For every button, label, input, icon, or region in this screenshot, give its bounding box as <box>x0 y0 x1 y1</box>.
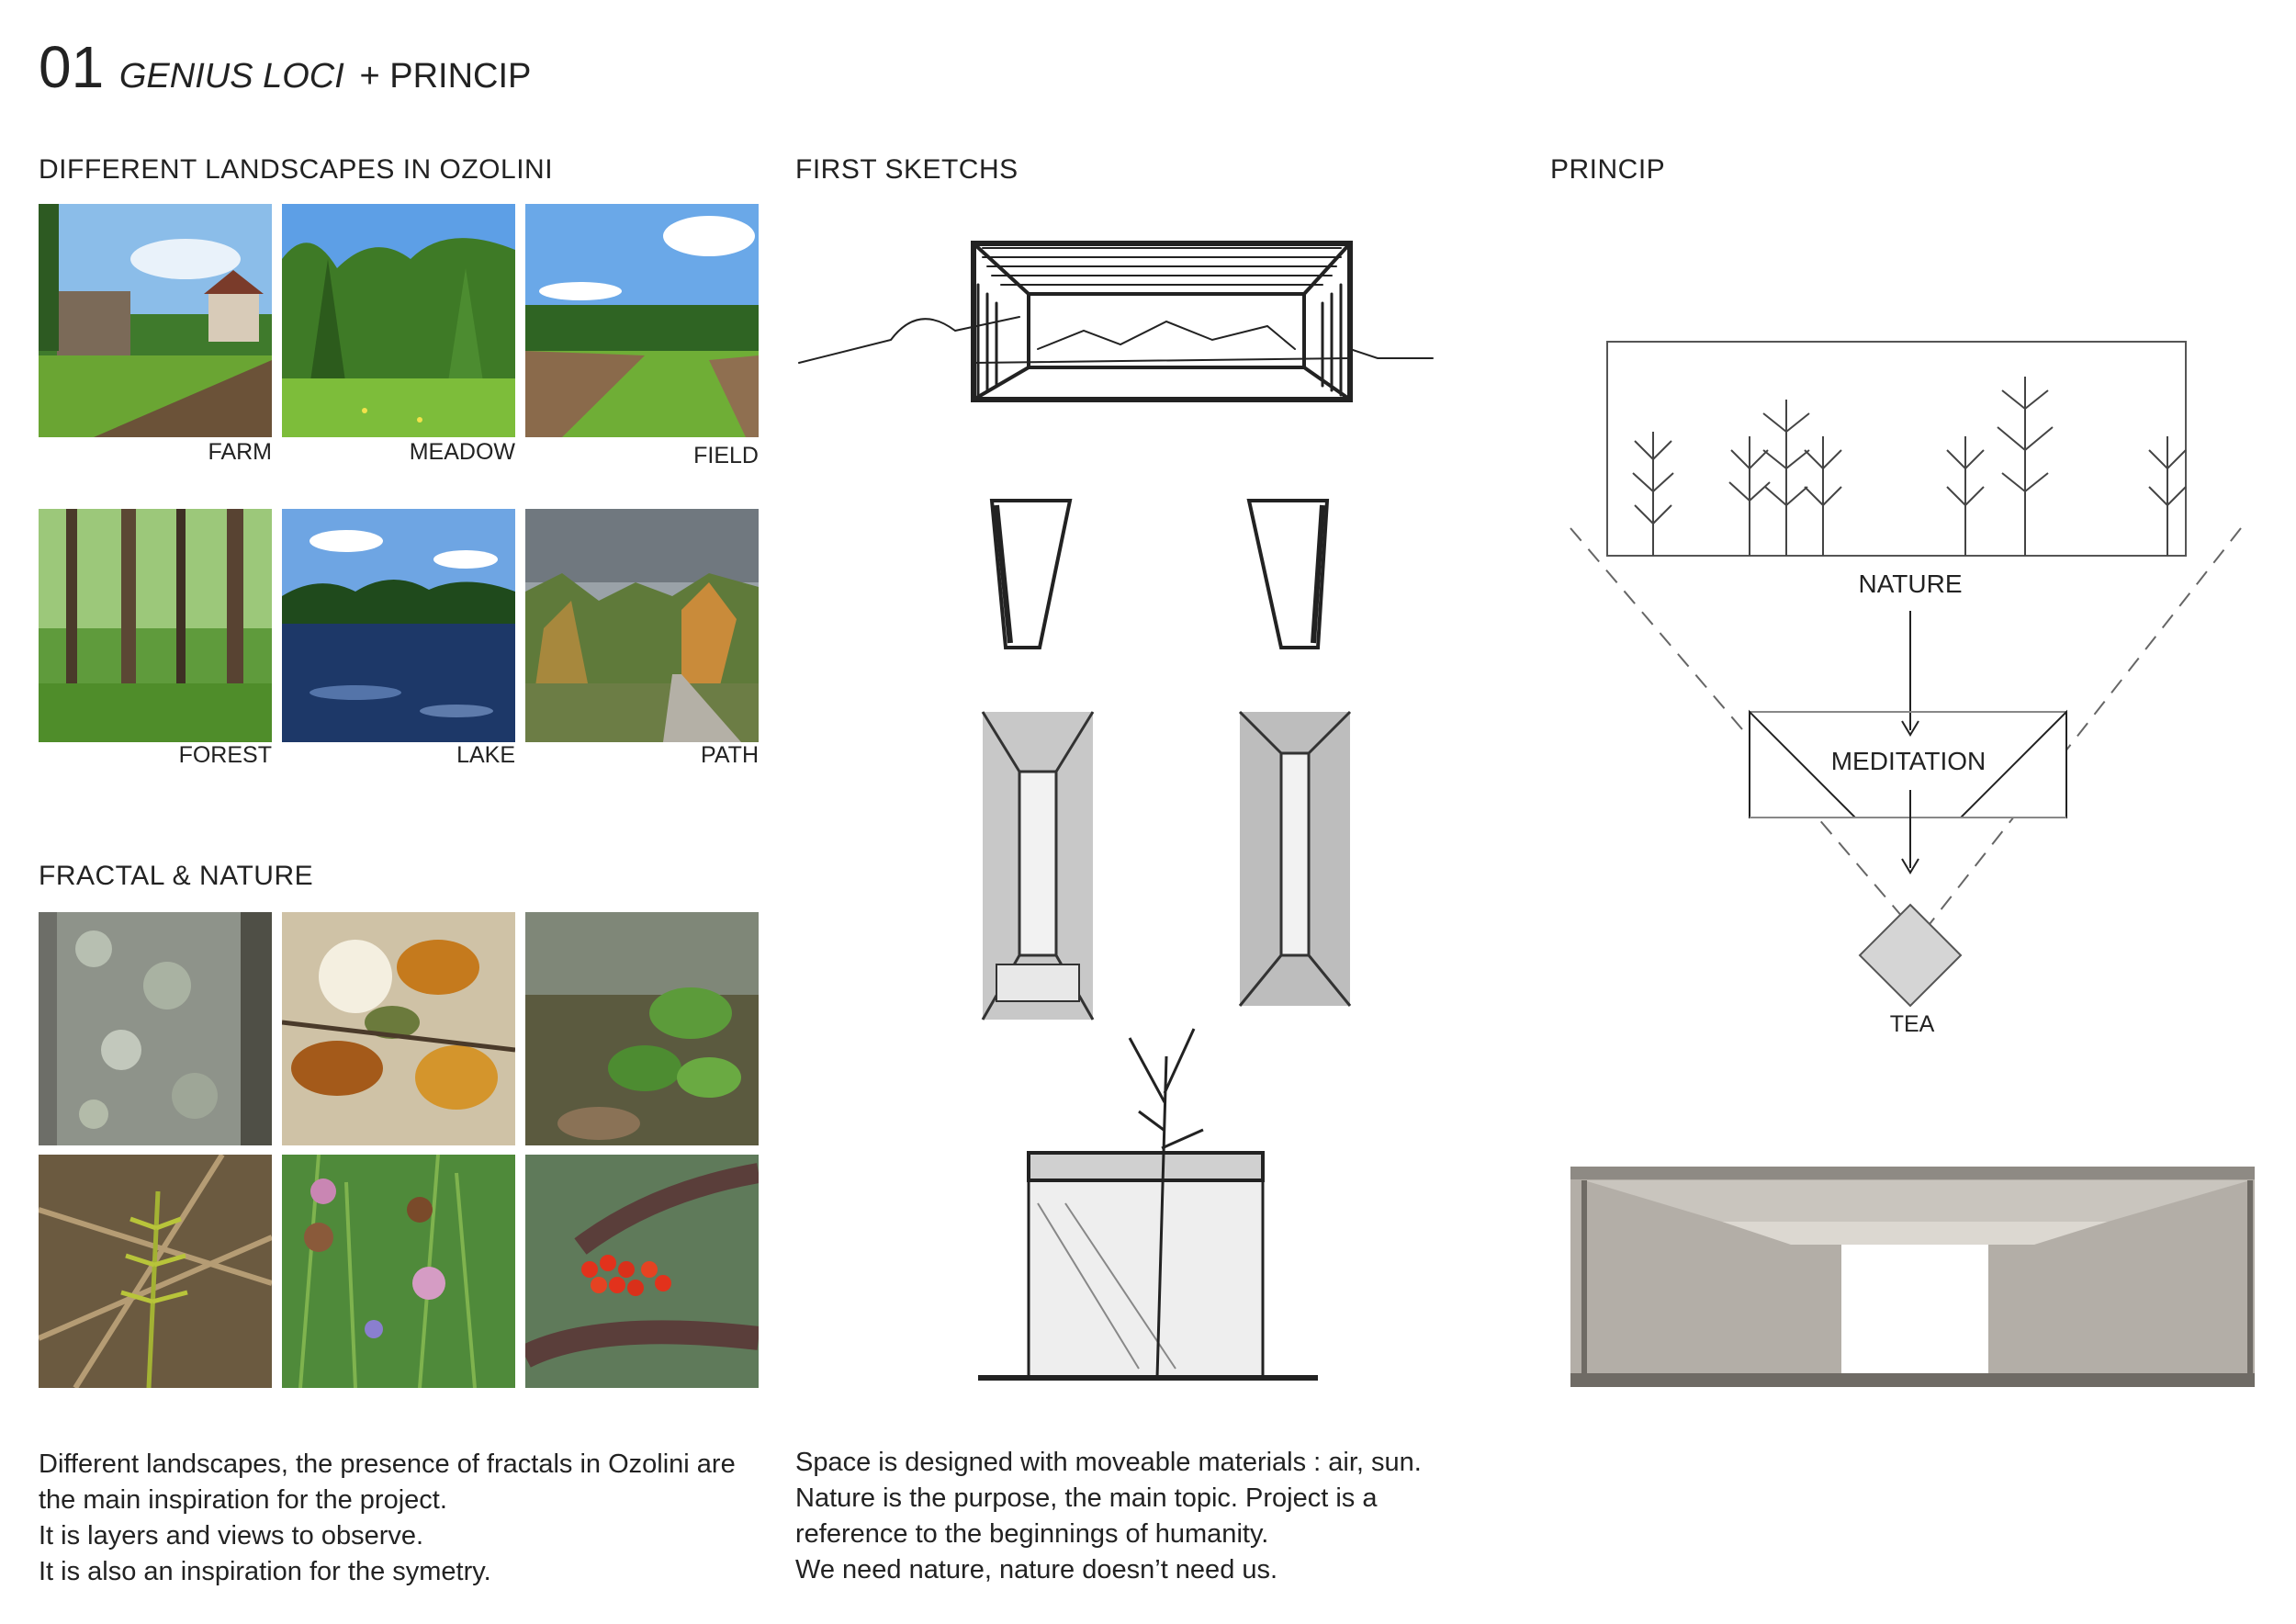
sketch-shaded-sections <box>983 712 1350 1020</box>
concept-description <box>795 1445 1422 1588</box>
farm-label: FARM <box>208 439 272 465</box>
sketches-heading: FIRST SKETCHS <box>795 154 1019 185</box>
princip-heading: PRINCIP <box>1550 154 1666 185</box>
path-photo <box>525 509 759 742</box>
fractal-heading: FRACTAL & NATURE <box>39 861 314 891</box>
nature-label: NATURE <box>1858 570 1963 598</box>
left-text-line: the main inspiration for the project. <box>39 1485 447 1515</box>
tea-diamond <box>1860 905 1961 1006</box>
middle-text-line: Nature is the purpose, the main topic. Project is a <box>795 1483 1378 1513</box>
meadow-photo <box>282 204 515 437</box>
first-sketches <box>790 230 1525 1415</box>
farm-photo <box>39 204 272 437</box>
nature-frame <box>1607 342 2186 556</box>
sketch-tapered-pillars <box>992 501 1327 648</box>
path-label: PATH <box>701 742 759 768</box>
meditation-label: MEDITATION <box>1830 747 1986 775</box>
meadow-label: MEADOW <box>409 439 515 465</box>
landscapes-description <box>39 1447 736 1590</box>
page-title <box>39 33 531 101</box>
lake-photo <box>282 509 515 742</box>
tree-symbols <box>1633 377 2186 556</box>
middle-text-line: We need nature, nature doesn’t need us. <box>795 1555 1278 1585</box>
bark-lichen-photo <box>39 912 272 1145</box>
forest-photo <box>39 509 272 742</box>
title-italic: GENIUS LOCI <box>118 57 344 96</box>
princip-diagram <box>1561 331 2278 1066</box>
field-label: FIELD <box>693 443 759 468</box>
middle-text-line: Space is designed with moveable materials : air, sun. <box>795 1448 1422 1477</box>
cardboard-model-photo <box>1557 1153 2268 1396</box>
left-text-line: It is layers and views to observe. <box>39 1521 424 1551</box>
sketch-tree-wall <box>978 1029 1318 1378</box>
middle-text-line: reference to the beginnings of humanity. <box>795 1519 1269 1549</box>
clover-meadow-photo <box>282 1155 515 1388</box>
autumn-leaves-photo <box>282 912 515 1145</box>
fern-sprout-photo <box>39 1155 272 1388</box>
title-rest: + PRINCIP <box>359 57 532 96</box>
left-text-line: It is also an inspiration for the symetry. <box>39 1557 491 1586</box>
lake-label: LAKE <box>456 742 515 768</box>
rowan-berries-photo <box>525 1155 759 1388</box>
sketch-framed-view <box>799 243 1433 400</box>
left-text-line: Different landscapes, the presence of fractals in Ozolini are <box>39 1449 736 1479</box>
strawberry-leaves-photo <box>525 912 759 1145</box>
tea-label: TEA <box>1889 1011 1935 1037</box>
landscapes-heading: DIFFERENT LANDSCAPES IN OZOLINI <box>39 154 554 185</box>
forest-label: FOREST <box>178 742 272 768</box>
field-photo <box>525 204 759 437</box>
title-number: 01 <box>39 34 105 100</box>
